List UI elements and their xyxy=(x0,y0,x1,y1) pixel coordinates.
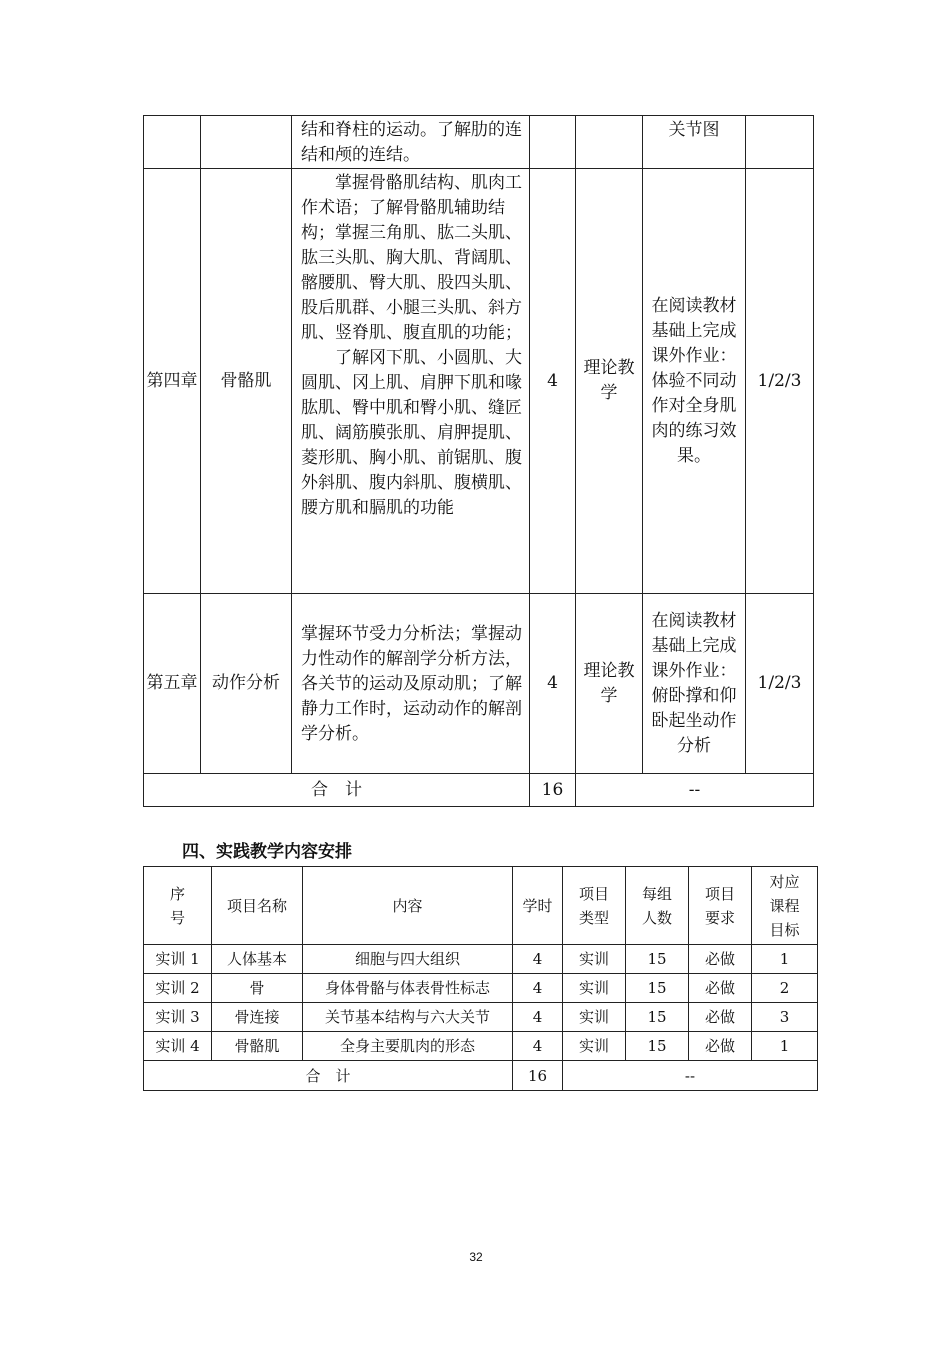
total-rest: -- xyxy=(576,774,814,807)
content-paragraph: 了解冈下肌、小圆肌、大圆肌、冈上肌、肩胛下肌和喙肱肌、臀中肌和臀小肌、缝匠肌、阔筋膜张肌、肩胛提肌、菱形肌、胸小肌、前锯肌、腹外斜肌、腹内斜肌、腹横肌、腰方肌和膈肌的功能 xyxy=(301,348,522,518)
hours-cell: 4 xyxy=(513,1003,563,1032)
chapter-name-cell: 骨骼肌 xyxy=(201,169,292,594)
chapter-cell: 第五章 xyxy=(144,594,201,774)
total-row xyxy=(144,774,814,807)
header-cell: 每组人数 xyxy=(626,867,689,945)
hours-cell: 4 xyxy=(513,1032,563,1061)
group-size-cell: 15 xyxy=(626,945,689,974)
table-row xyxy=(144,945,818,974)
project-name-cell: 骨骼肌 xyxy=(212,1032,303,1061)
group-size-cell: 15 xyxy=(626,974,689,1003)
type-cell: 理论教学 xyxy=(576,169,643,594)
content-cell: 关节基本结构与六大关节 xyxy=(303,1003,513,1032)
content-cell: 细胞与四大组织 xyxy=(303,945,513,974)
group-size-cell: 15 xyxy=(626,1003,689,1032)
content-paragraph: 结和脊柱的运动。了解肋的连结和颅的连结。 xyxy=(301,120,522,165)
id-cell: 实训 1 xyxy=(144,945,212,974)
project-type-cell: 实训 xyxy=(563,945,626,974)
header-cell: 序号 xyxy=(144,867,212,945)
total-rest: -- xyxy=(563,1061,818,1091)
assignment-cell: 在阅读教材基础上完成课外作业：体验不同动作对全身肌肉的练习效果。 xyxy=(643,169,746,594)
total-hours: 16 xyxy=(530,774,576,807)
header-cell: 内容 xyxy=(303,867,513,945)
content-cell xyxy=(292,594,530,774)
table-header-row xyxy=(144,867,818,945)
requirement-cell: 必做 xyxy=(689,1032,752,1061)
total-label: 合 计 xyxy=(144,774,530,807)
goal-cell: 3 xyxy=(752,1003,818,1032)
group-size-cell: 15 xyxy=(626,1032,689,1061)
requirement-cell: 必做 xyxy=(689,945,752,974)
page-number: 32 xyxy=(469,1250,483,1264)
assignment-cell: 在阅读教材基础上完成课外作业：俯卧撑和仰卧起坐动作分析 xyxy=(643,594,746,774)
chapter-name-cell: 动作分析 xyxy=(201,594,292,774)
goals-cell: 1/2/3 xyxy=(746,169,814,594)
id-cell: 实训 2 xyxy=(144,974,212,1003)
hours-cell: 4 xyxy=(530,169,576,594)
header-cell: 项目名称 xyxy=(212,867,303,945)
project-name-cell: 骨连接 xyxy=(212,1003,303,1032)
goals-cell: 1/2/3 xyxy=(746,594,814,774)
table-row xyxy=(144,594,814,774)
hours-cell: 4 xyxy=(530,594,576,774)
total-label: 合 计 xyxy=(144,1061,513,1091)
requirement-cell: 必做 xyxy=(689,974,752,1003)
hours-cell: 4 xyxy=(513,974,563,1003)
project-type-cell: 实训 xyxy=(563,1003,626,1032)
type-cell: 理论教学 xyxy=(576,594,643,774)
header-cell: 对应课程目标 xyxy=(752,867,818,945)
goal-cell: 1 xyxy=(752,1032,818,1061)
hours-cell: 4 xyxy=(513,945,563,974)
table-row xyxy=(144,1032,818,1061)
total-hours: 16 xyxy=(513,1061,563,1091)
chapter-name-cell xyxy=(201,116,292,169)
project-type-cell: 实训 xyxy=(563,974,626,1003)
table-row xyxy=(144,116,814,169)
total-row xyxy=(144,1061,818,1091)
chapter-cell xyxy=(144,116,201,169)
requirement-cell: 必做 xyxy=(689,1003,752,1032)
assignment-cell: 关节图 xyxy=(643,116,746,169)
table-row xyxy=(144,1003,818,1032)
goals-cell xyxy=(746,116,814,169)
goal-cell: 2 xyxy=(752,974,818,1003)
type-cell xyxy=(576,116,643,169)
chapter-cell: 第四章 xyxy=(144,169,201,594)
table-row xyxy=(144,974,818,1003)
section-heading: 四、实践教学内容安排 xyxy=(182,842,352,862)
goal-cell: 1 xyxy=(752,945,818,974)
content-paragraph: 掌握环节受力分析法；掌握动力性动作的解剖学分析方法，各关节的运动及原动肌；了解静力工作时，运动动作的解剖学分析。 xyxy=(301,624,522,744)
table-row xyxy=(144,169,814,594)
header-cell: 项目要求 xyxy=(689,867,752,945)
practice-content-table xyxy=(143,866,818,1091)
project-type-cell: 实训 xyxy=(563,1032,626,1061)
id-cell: 实训 4 xyxy=(144,1032,212,1061)
theory-content-table xyxy=(143,115,814,807)
header-cell: 项目类型 xyxy=(563,867,626,945)
content-cell xyxy=(292,116,530,169)
id-cell: 实训 3 xyxy=(144,1003,212,1032)
content-cell: 全身主要肌肉的形态 xyxy=(303,1032,513,1061)
project-name-cell: 骨 xyxy=(212,974,303,1003)
hours-cell xyxy=(530,116,576,169)
content-cell: 身体骨骼与体表骨性标志 xyxy=(303,974,513,1003)
content-paragraph: 掌握骨骼肌结构、肌肉工作术语；了解骨骼肌辅助结构；掌握三角肌、肱二头肌、肱三头肌、胸大肌、背阔肌、髂腰肌、臀大肌、股四头肌、股后肌群、小腿三头肌、斜方肌、竖脊肌、腹直肌的功能； xyxy=(301,173,522,343)
header-cell: 学时 xyxy=(513,867,563,945)
content-cell xyxy=(292,169,530,594)
project-name-cell: 人体基本 xyxy=(212,945,303,974)
